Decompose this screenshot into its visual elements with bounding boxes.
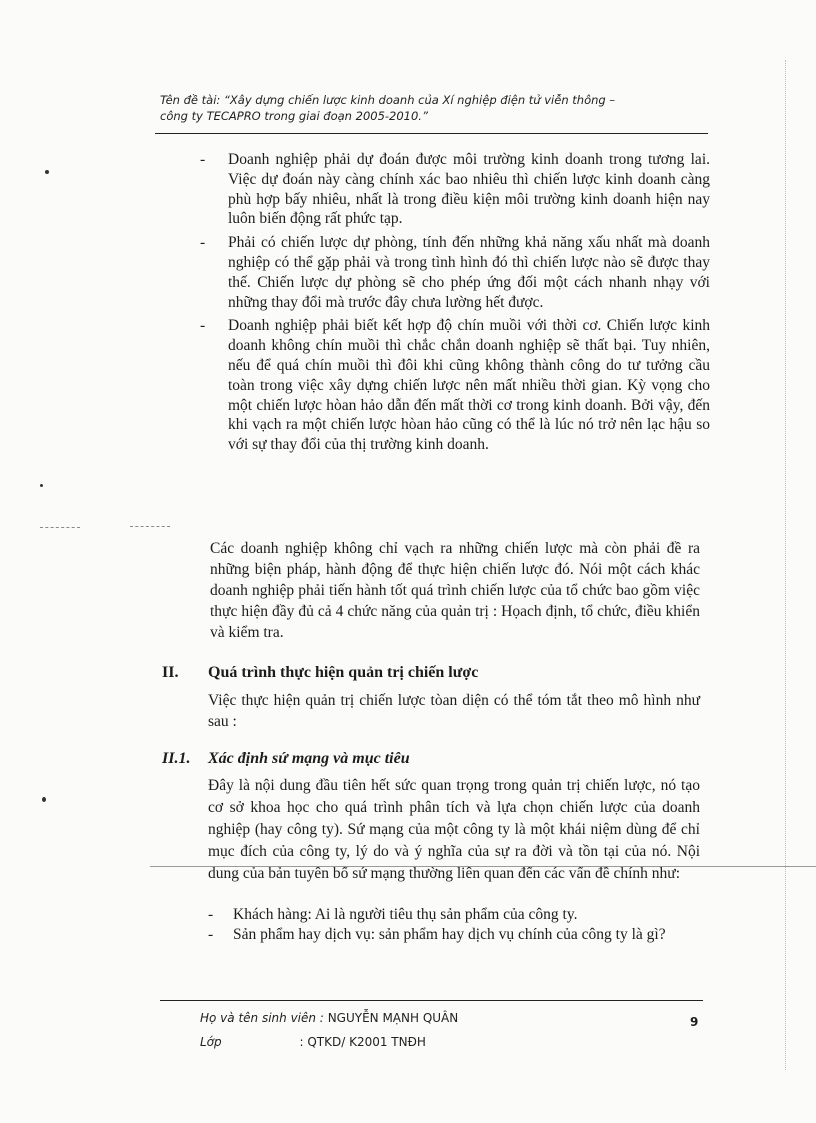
section-number: II. bbox=[162, 664, 179, 681]
bullet-item: - Phải có chiến lược dự phòng, tính đến những khả năng xấu nhất mà doanh nghiệp có thể gặp phải và trong tình hình đó thì chiến lược nào sẽ được thay thế. Chiến lược dự phòng sẽ cho phép ứng đối một cách nhanh nhạy với những thay đổi mà trước đây chưa lường hết được. bbox=[200, 233, 710, 312]
student-name: NGUYỄN MẠNH QUÂN bbox=[327, 1011, 459, 1025]
bullet-item: - Doanh nghiệp phải dự đoán được môi trường kinh doanh trong tương lai. Việc dự đoán này càng chính xác bao nhiêu thì chiến lược kinh doanh càng phù hợp bấy nhiêu, nhất là trong điều kiện môi trường kinh doanh hiện nay luôn biến động rất phức tạp. bbox=[200, 150, 710, 229]
document-header bbox=[160, 92, 690, 124]
scan-speck bbox=[40, 484, 43, 487]
class-value: : QTKD/ K2001 TNĐH bbox=[299, 1035, 426, 1049]
scan-artifact-dash bbox=[130, 526, 170, 527]
class-label: Lớp bbox=[200, 1035, 222, 1049]
scan-artifact-dash bbox=[40, 527, 80, 528]
requirement-bullet-list bbox=[200, 150, 710, 459]
footer-divider bbox=[160, 1000, 703, 1001]
body-paragraph: Các doanh nghiệp không chỉ vạch ra những chiến lược mà còn phải đề ra những biện pháp, hành động để thực hiện chiến lược đó. Nói một cách khác doanh nghiệp phải tiến hành tốt quá trình chiến lược của tổ chức bao gồm việc thực hiện đầy đủ cả 4 chức năng của quản trị : Họach định, tổ chức, điều khiển và kiểm tra. bbox=[210, 540, 700, 641]
bullet-item: - Doanh nghiệp phải biết kết hợp độ chín muồi với thời cơ. Chiến lược kinh doanh không chín muồi thì chắc chắn doanh nghiệp sẽ thất bại. Tuy nhiên, nếu để quá chín muồi thì đôi khi cũng không thành công do tư tưởng cầu toàn trong việc xây dựng chiến lược nên mất nhiều thời gian. Kỳ vọng cho một chiến lược hòan hảo dẫn đến mất thời cơ trong kinh doanh. Bởi vậy, đến khi vạch ra một chiến lược hòan hảo cũng có thể là lúc nó trở nên lạc hậu so với sự thay đổi của thị trường kinh doanh. bbox=[200, 316, 710, 455]
student-label: Họ và tên sinh viên : bbox=[200, 1011, 324, 1025]
list-item: - Khách hàng: Ai là người tiêu thụ sản phẩm của công ty. bbox=[208, 905, 700, 925]
section-intro-paragraph: Việc thực hiện quản trị chiến lược tòan diện có thể tóm tắt theo mô hình như sau : bbox=[208, 692, 700, 730]
section-heading: Quá trình thực hiện quản trị chiến lược bbox=[208, 664, 479, 681]
scan-speck bbox=[42, 797, 46, 802]
scan-speck bbox=[45, 170, 49, 174]
header-title-line-1: Tên đề tài: “Xây dựng chiến lược kinh doanh của Xí nghiệp điện tử viễn thông – bbox=[160, 93, 616, 107]
subsection-body-paragraph: Đây là nội dung đầu tiên hết sức quan trọng trong quản trị chiến lược, nó tạo cơ sở khoa học cho quá trình phân tích và lựa chọn chiến lược của doanh nghiệp (hay công ty). Sứ mạng của một công ty là một khái niệm dùng để chỉ mục đích của công ty, lý do và ý nghĩa của sự ra đời và tồn tại của nó. Nội dung của bản tuyên bố sứ mạng thường liên quan đến các vấn đề chính như: bbox=[208, 777, 700, 882]
scan-edge-artifact bbox=[785, 60, 786, 1070]
page-number: 9 bbox=[690, 1015, 699, 1029]
list-item: - Sản phẩm hay dịch vụ: sản phẩm hay dịch vụ chính của công ty là gì? bbox=[208, 925, 700, 945]
header-divider bbox=[155, 133, 708, 134]
header-title-line-2: công ty TECAPRO trong giai đoạn 2005-2010.” bbox=[160, 109, 428, 123]
scan-artifact-line bbox=[150, 866, 816, 867]
footer-student-line bbox=[200, 1011, 458, 1025]
mission-topics-list bbox=[208, 905, 700, 945]
footer-class-line bbox=[200, 1035, 426, 1049]
subsection-heading: Xác định sứ mạng và mục tiêu bbox=[208, 750, 410, 767]
subsection-number: II.1. bbox=[162, 750, 191, 767]
